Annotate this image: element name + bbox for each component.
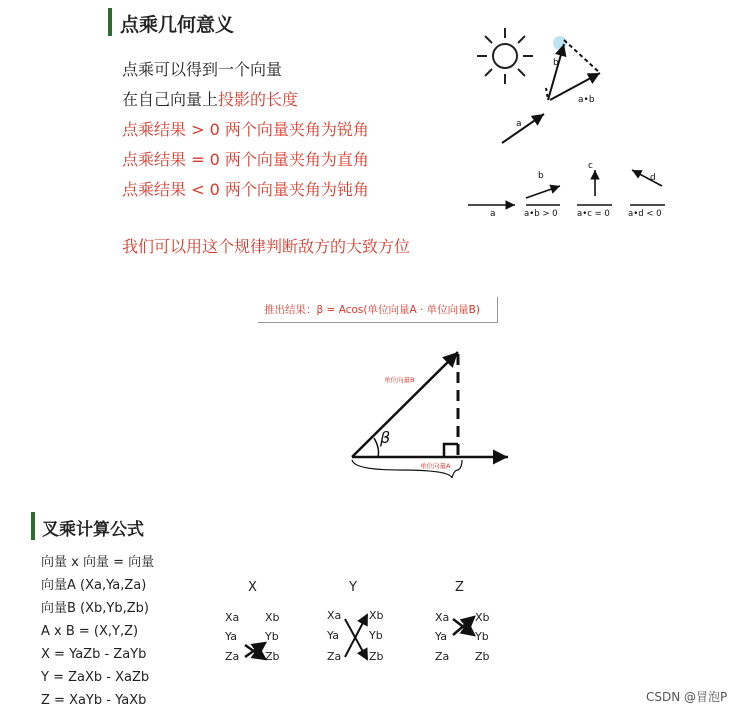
- label-a-bottom: a: [490, 209, 496, 219]
- label-b-top: b: [553, 58, 559, 68]
- sun-icon: [477, 28, 533, 84]
- caption-ac: a•c = 0: [577, 209, 610, 219]
- section2-line-6: Y = ZaXb - XaZb: [41, 670, 150, 685]
- label-unit-a: 单位向量A: [420, 462, 451, 470]
- formula-prefix: 推出结果：β: [264, 304, 327, 316]
- section1-title: 点乘几何意义: [120, 14, 235, 36]
- y-col-xb: Xb: [369, 609, 384, 622]
- y-arrow-2: [345, 615, 367, 657]
- x-col-xb: Xb: [265, 611, 280, 624]
- x-col-zb: Zb: [265, 650, 280, 663]
- highlight-dot: [553, 36, 567, 50]
- x-col-za: Za: [225, 650, 240, 663]
- section2-line-3: 向量B (Xb,Yb,Zb): [41, 601, 149, 616]
- x-col-xa: Xa: [225, 611, 240, 624]
- section1-line-5: 点乘结果 < 0 两个向量夹角为钝角: [122, 180, 369, 199]
- z-col-ya: Ya: [435, 630, 447, 643]
- vector-b-bottom: [526, 186, 560, 198]
- vector-a-line: [502, 114, 544, 143]
- angle-arc: [374, 438, 379, 457]
- formula-box: [258, 297, 498, 323]
- z-col-zb: Zb: [475, 650, 490, 663]
- section1-line-4: 点乘结果 = 0 两个向量夹角为直角: [122, 150, 369, 169]
- section2-title: 叉乘计算公式: [42, 520, 144, 540]
- col-y-header: Y: [349, 580, 357, 595]
- dot-product-diagram: [460, 18, 740, 228]
- z-col-za: Za: [435, 650, 450, 663]
- caption-ab: a•b > 0: [524, 209, 558, 219]
- section2-line-2: 向量A (Xa,Ya,Za): [41, 578, 147, 593]
- formula-eq: =: [326, 304, 336, 316]
- section1-line-2: [122, 90, 298, 110]
- col-x-header: X: [248, 580, 257, 595]
- section2-line-7: Z = XaYb - YaXb: [41, 693, 147, 708]
- y-col-zb: Zb: [369, 650, 384, 663]
- section1-line-1: 点乘可以得到一个向量: [122, 60, 283, 79]
- angle-label: β: [380, 428, 391, 447]
- section1-line-3: 点乘结果 > 0 两个向量夹角为锐角: [122, 120, 369, 139]
- y-col-xa: Xa: [327, 609, 342, 622]
- projection-triangle: [340, 340, 530, 490]
- label-c-bottom: c: [588, 161, 593, 171]
- y-col-ya: Ya: [327, 629, 339, 642]
- label-ab-top: a•b: [578, 95, 595, 105]
- section2-line-1: 向量 x 向量 = 向量: [41, 555, 155, 570]
- section2-heading-bar: [31, 512, 35, 540]
- section2-line-5: X = YaZb - ZaYb: [41, 647, 147, 662]
- z-col-yb: Yb: [475, 630, 489, 643]
- cross-product-diagram: [215, 575, 505, 675]
- label-b-bottom: b: [538, 171, 544, 181]
- caption-ad: a•d < 0: [628, 209, 662, 219]
- vector-b-dashed: [564, 40, 600, 73]
- y-col-yb: Yb: [369, 629, 383, 642]
- y-arrow-1: [345, 619, 367, 659]
- label-d-bottom: d: [650, 173, 656, 183]
- section1-heading-bar: [108, 8, 112, 36]
- vector-unit-b: [352, 352, 458, 457]
- x-arrow-2: [245, 643, 265, 657]
- x-col-ya: Ya: [225, 630, 237, 643]
- z-col-xb: Xb: [475, 611, 490, 624]
- label-a-mid: a: [516, 119, 522, 129]
- vector-d-bottom: [632, 170, 662, 186]
- right-angle-mark: [444, 444, 458, 457]
- x-col-yb: Yb: [265, 630, 279, 643]
- section1-line-2-prefix: 在自己向量上: [122, 90, 219, 109]
- section1-line-6: 我们可以用这个规律判断敌方的大致方位: [122, 237, 411, 256]
- section1-line-2-highlight: 投影的长度: [218, 90, 299, 109]
- csdn-watermark: CSDN @冒泡P: [646, 690, 728, 704]
- z-col-xa: Xa: [435, 611, 450, 624]
- y-col-za: Za: [327, 650, 342, 663]
- section2-line-4: A x B = (X,Y,Z): [41, 624, 139, 639]
- col-z-header: Z: [455, 580, 464, 595]
- x-arrow-1: [245, 645, 265, 659]
- formula-suffix: Acos(单位向量A · 单位向量B): [335, 304, 480, 316]
- label-unit-b: 单位向量B: [384, 376, 415, 384]
- vector-b-line: [548, 44, 564, 100]
